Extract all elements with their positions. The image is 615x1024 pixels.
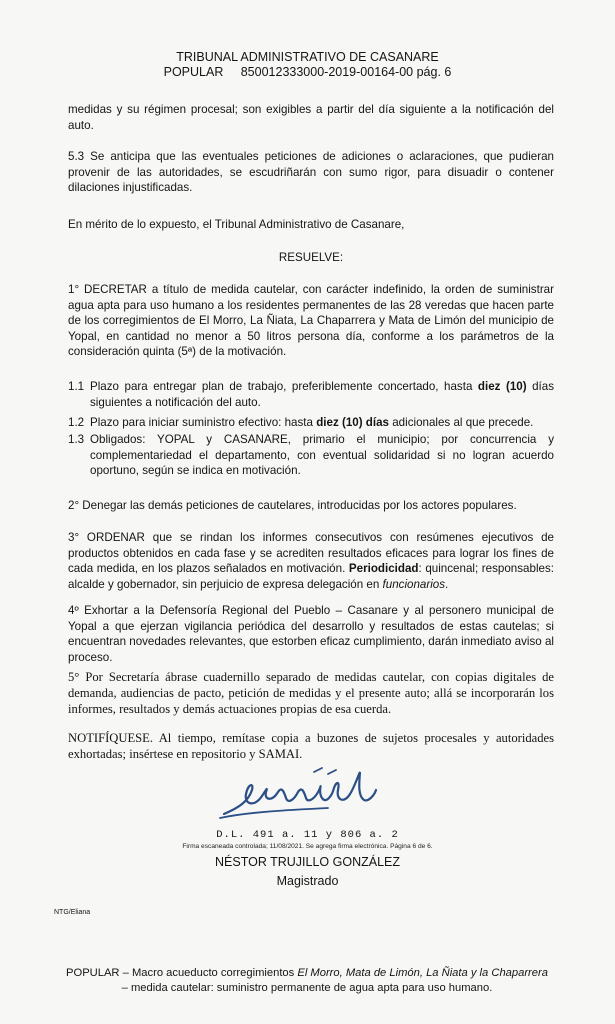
item-3-text-c: .	[445, 577, 449, 591]
resolution-item-1	[68, 282, 554, 360]
legal-reference: D.L. 491 a. 11 y 806 a. 2	[216, 829, 399, 841]
sub-item-1-2-number: 1.2	[68, 416, 85, 429]
paragraph-continuation: medidas y su régimen procesal; son exigibles a partir del día siguiente a la notificación del auto.	[68, 103, 554, 132]
sub-item-1-1-text-a: Plazo para entregar plan de trabajo, preferiblemente concertado, hasta	[90, 380, 478, 393]
paragraph-merito: En mérito de lo expuesto, el Tribunal Administrativo de Casanare,	[68, 218, 405, 231]
signer-name: NÉSTOR TRUJILLO GONZÁLEZ	[215, 855, 400, 869]
court-name: TRIBUNAL ADMINISTRATIVO DE CASANARE	[176, 50, 439, 64]
sub-item-1-1-text-b: días siguientes a notificación del auto.	[90, 380, 554, 409]
signer-role: Magistrado	[276, 874, 339, 888]
footer-text-a: POPULAR – Macro acueducto corregimientos	[66, 967, 298, 979]
sub-item-1-2-text-b: adicionales al que precede.	[389, 416, 534, 429]
sub-item-1-3-number: 1.3	[68, 433, 85, 446]
item-1-lead: 1° DECRETAR	[68, 283, 147, 296]
page-footer	[62, 966, 552, 996]
page-number: pág. 6	[416, 65, 452, 79]
typist-initials: NTG/Eliana	[54, 909, 91, 916]
item-3-text-a: 3° ORDENAR que se rindan los informes consecutivos con resúmenes ejecutivos de productos obtenidos en cada fase y se acrediten resultados eficaces para lograr los fines de cada medida, en los plazos señalados en motivación.	[68, 531, 554, 575]
sub-item-1-1-emphasis: diez (10)	[477, 380, 527, 393]
sub-item-1-3-text: Obligados: YOPAL y CASANARE, primario el municipio; por concurrencia y complementariedad el departamento, con eventual solidaridad si no logran acuerdo oportuno, según se indica en motivación.	[90, 433, 554, 477]
paragraph-5-3: 5.3 Se anticipa que las eventuales peticiones de adiciones o aclaraciones, que pudieran provenir de las autoridades, se escudriñarán con sumo rigor, para disuadir o contener dilaciones injustificadas.	[68, 150, 554, 194]
resolution-item-2: 2° Denegar las demás peticiones de cautelares, introducidas por los actores populares.	[68, 499, 517, 512]
sub-item-1-3	[68, 432, 554, 479]
sub-item-1-1-number: 1.1	[68, 380, 85, 393]
resolution-item-3	[68, 530, 554, 592]
item-3-text-b: : quincenal; responsables: alcalde y gobernador, sin perjuicio de expresa delegación en	[68, 562, 554, 591]
sub-item-1-2	[68, 415, 554, 431]
sub-item-1-2-emphasis: diez (10) días	[316, 416, 389, 429]
handwritten-signature	[218, 762, 398, 824]
item-1-text: a título de medida cautelar, con carácter indefinido, la orden de suministrar agua apta para uso humano a los residentes permanentes de las 28 veredas que hacen parte de los corregimientos de El Morro, La Ñiata, La Chaparrera y Mata de Limón del municipio de Yopal, en cantidad no menor a 50 litros persona día, conforme a los parámetros de la consideración quinta (5ª) de la motivación.	[68, 283, 554, 358]
resolution-item-5: 5° Por Secretaría ábrase cuadernillo separado de medidas cautelar, con copias digitales de demanda, audiencias de pacto, petición de medidas y el presente auto; allá se incorporarán los informes, resultados y demás actuaciones propias de esa cuerda.	[68, 670, 554, 716]
resuelve-heading: RESUELVE:	[278, 251, 344, 264]
item-3-italic: funcionarios	[382, 577, 446, 591]
item-3-emphasis: Periodicidad	[348, 562, 419, 575]
footer-italic: El Morro, Mata de Limón, La Ñiata y la Chaparrera	[297, 967, 548, 979]
resolution-item-4: 4º Exhortar a la Defensoría Regional del Pueblo – Casanare y al personero municipal de Yopal a que ejerzan vigilancia periódica del desarrollo y resultados de estas cautelas; si encuentran novedades relevantes, que estorben eficaz cumplimiento, darán inmediato aviso al proceso.	[68, 604, 554, 664]
sub-item-1-2-text-a: Plazo para iniciar suministro efectivo: hasta	[90, 416, 317, 429]
sub-item-1-1	[68, 379, 554, 410]
case-reference	[0, 65, 615, 80]
footer-text-b: – medida cautelar: suministro permanente de agua apta para uso humano.	[121, 982, 493, 994]
case-type: POPULAR	[163, 65, 224, 79]
notification-paragraph: NOTIFÍQUESE. Al tiempo, remítase copia a buzones de sujetos procesales y autoridades exhortadas; insértese en repositorio y SAMAI.	[68, 731, 554, 761]
case-number: 850012333000-2019-00164-00	[240, 65, 414, 79]
scan-note: Firma escaneada controlada; 11/08/2021. Se agrega firma electrónica. Página 6 de 6.	[182, 843, 433, 850]
